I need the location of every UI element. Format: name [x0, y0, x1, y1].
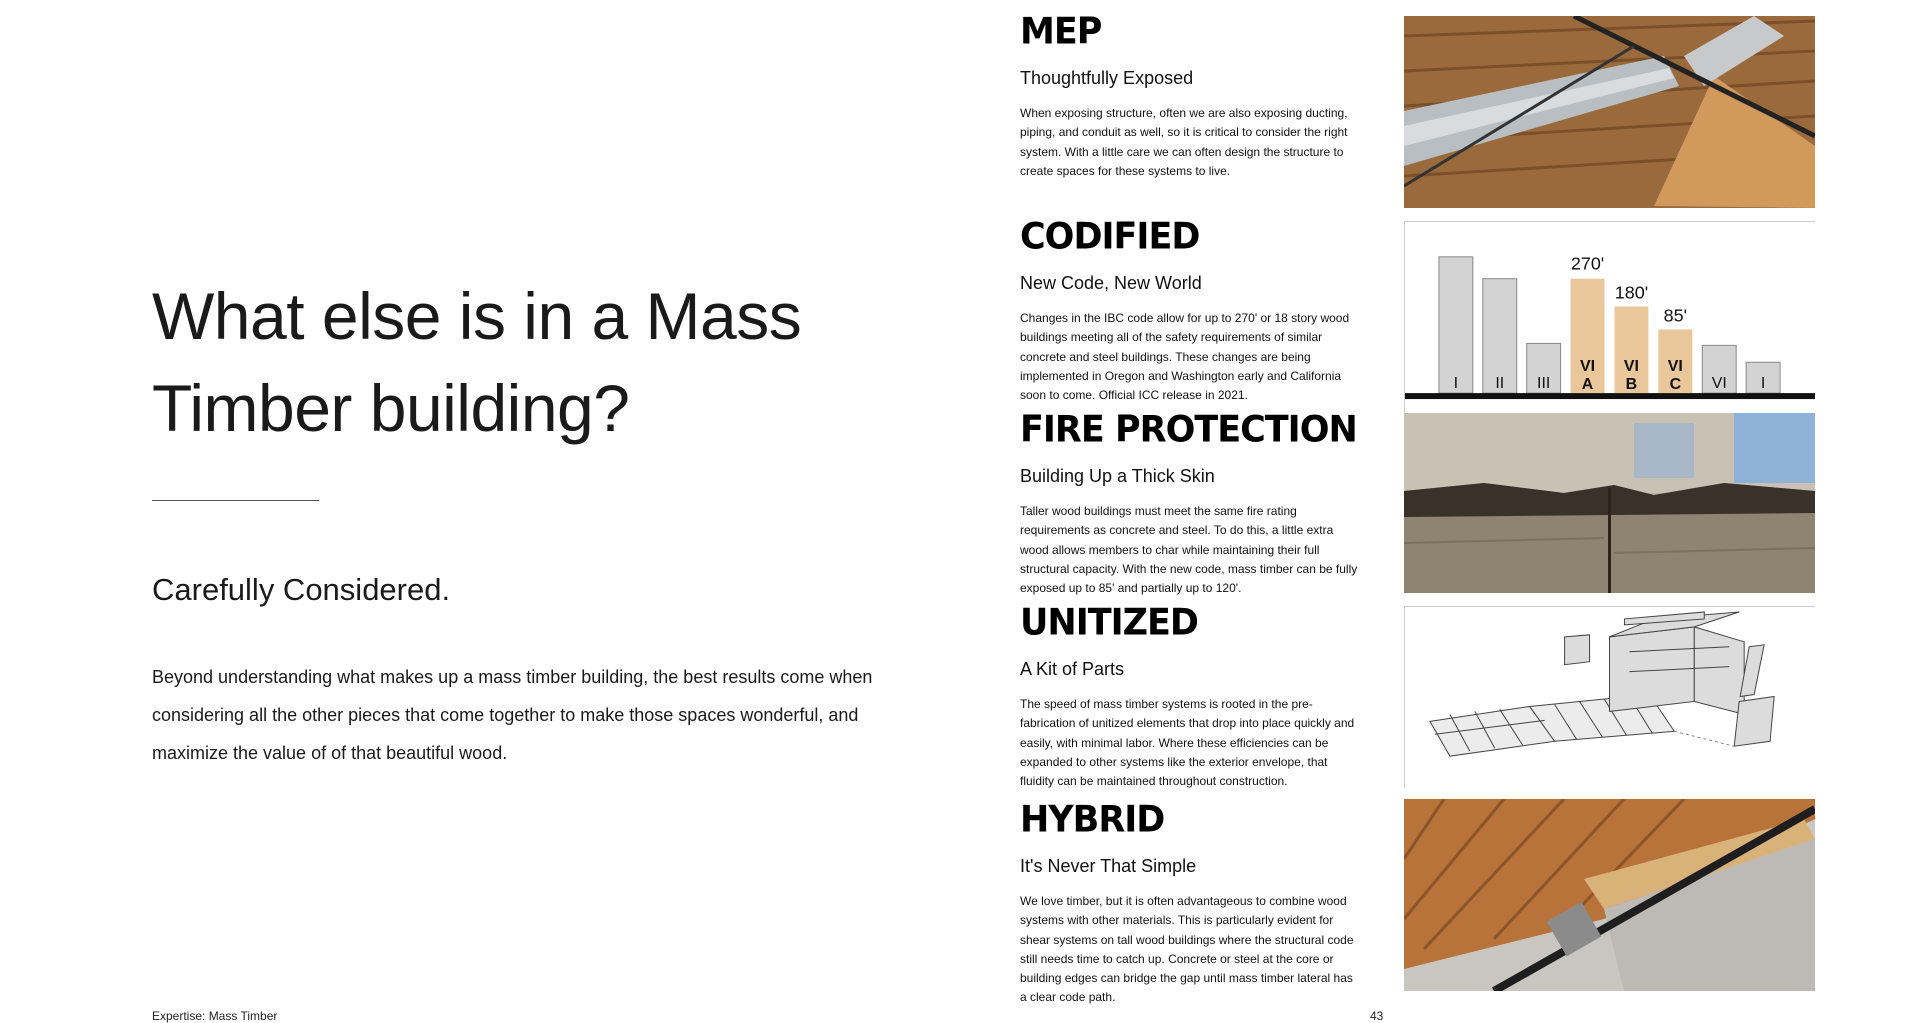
chart-bar-label: VI [1623, 358, 1639, 376]
intro-paragraph: Beyond understanding what makes up a mass timber building, the best results come when considering all the other pieces that come together to make those spaces wonderful, and maximize the value of of that beautiful wood. [152, 667, 873, 763]
lead-heading: Carefully Considered. [152, 572, 451, 607]
section-text-unitized: The speed of mass timber systems is rooted in the pre-fabrication of unitized elements that drop into place quickly and easily, with minimal labor. Where these efficiencies can be expanded to other systems like the exterior envelope, that fluidity can be maintained throughout construction. [1020, 697, 1355, 789]
section-subtitle-mep: Thoughtfully Exposed [1020, 68, 1194, 88]
section-heading-codified: CODIFIED [1020, 216, 1200, 258]
title-divider [152, 500, 319, 501]
svg-text:A: A [1581, 376, 1594, 394]
unitized-panels-diagram [1404, 606, 1815, 788]
svg-text:B: B [1625, 376, 1638, 394]
section-heading-fire-protection: FIRE PROTECTION [1020, 409, 1357, 451]
section-heading-hybrid: HYBRID [1020, 799, 1165, 841]
chart-bar-label: VI [1580, 358, 1596, 376]
chart-bar-label: III [1537, 375, 1551, 393]
chart-bar-label: VI [1711, 375, 1727, 393]
page-number: 43 [1370, 1009, 1384, 1023]
svg-text:C: C [1669, 376, 1682, 394]
chart-bar-label: II [1495, 375, 1505, 393]
chart-bar-label: VI [1667, 358, 1683, 376]
section-text-codified: Changes in the IBC code allow for up to 270' or 18 story wood buildings meeting all of the safety requirements of similar concrete and steel buildings. These changes are being implemented in Oregon and Washington early and California soon to come. Official ICC release in 2021. [1020, 311, 1350, 403]
section-heading-unitized: UNITIZED [1020, 602, 1198, 644]
chart-bar-label: I [1453, 375, 1459, 393]
section-text-mep: When exposing structure, often we are also exposing ducting, piping, and conduit as well, so it is critical to consider the right system. With a little care we can often design the structure to create spaces for these systems to live. [1020, 106, 1348, 178]
charred-timber-photo [1404, 413, 1815, 593]
section-subtitle-unitized: A Kit of Parts [1020, 659, 1125, 679]
section-heading-mep: MEP [1020, 11, 1102, 53]
section-subtitle-codified: New Code, New World [1020, 273, 1202, 293]
page-title: What else is in a Mass Timber building? [152, 279, 802, 445]
footer-section-label: Expertise: Mass Timber [152, 1009, 278, 1023]
construction-type-height-diagram [1404, 221, 1815, 413]
chart-height-label: 270' [1570, 253, 1605, 274]
section-text-fire-protection: Taller wood buildings must meet the same fire rating requirements as concrete and steel. To do this, a little extra wood allows members to char while maintaining their full structural capacity. With the new code, mass timber can be fully exposed up to 85' and partially up to 120'. [1020, 504, 1358, 596]
hybrid-timber-concrete-photo [1404, 799, 1815, 991]
section-subtitle-fire-protection: Building Up a Thick Skin [1020, 466, 1215, 486]
section-text-hybrid: We love timber, but it is often advantageous to combine wood systems with other materials. This is particularly evident for shear systems on tall wood buildings where the structural code still needs time to catch up. Concrete or steel at the core or building edges can bridge the gap until mass timber lateral has a clear code path. [1020, 894, 1354, 1005]
mep-ductwork-photo [1404, 16, 1815, 208]
chart-height-label: 180' [1614, 282, 1649, 303]
chart-bar-label: I [1760, 375, 1766, 393]
section-subtitle-hybrid: It's Never That Simple [1020, 856, 1197, 876]
chart-height-label: 85' [1663, 305, 1688, 326]
